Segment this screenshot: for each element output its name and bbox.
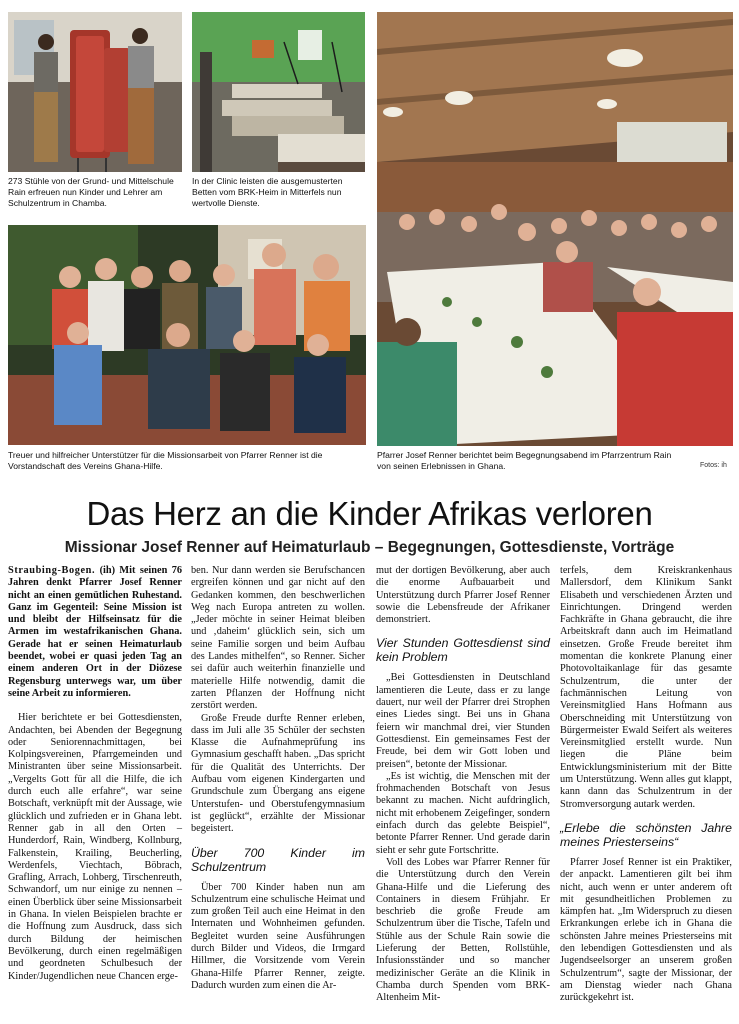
article-subheadline: Missionar Josef Renner auf Heimaturlaub – Begegnungen, Gottesdienste, Vorträge: [64, 539, 675, 556]
photo-chairs: [8, 12, 182, 172]
dateline: Straubing-Bogen.: [8, 565, 96, 576]
article-headline: Das Herz an die Kinder Afrikas verloren: [86, 495, 653, 532]
photo-credit: Fotos: ih: [700, 462, 727, 469]
paragraph: Über 700 Kinder haben nun am Schulzentrum eine schulische Heimat und zum großen Teil auch eine Heimat in den Internaten und Wohnheimen gefunden. Begleitet wurden seine Ausführungen durch Bilder und Videos, die Irmgard Hillmer, die Vorsitzende vom Verein Ghana-Hilfe Pfarrer Renner, zeigte. Dadurch wurden zum einen die Ar-: [191, 881, 365, 991]
article-column-4: [560, 565, 732, 1005]
subheading: „Erlebe die schönsten Jahre meines Priesterseins“: [560, 820, 732, 849]
subheading: Über 700 Kinder im Schulzentrum: [191, 845, 365, 874]
paragraph: Große Freude durfte Renner erleben, dass im Juli alle 35 Schüler der sechsten Klasse die Aufnahmeprüfung ins Gymnasium geschafft haben. „Das spricht für die Qualität des Unterrichts. Der Aufbau vom eigenen Kindergarten und Grundschule zum Übergang ans eigene Unterstufen- und Oberstufengymnasium ist geglückt“, erzählte der Missionar begeistert.: [191, 712, 365, 835]
paragraph: „Bei Gottesdiensten in Deutschland lamentieren die Leute, dass er zu lange dauert, nur weil der Pfarrer drei Strophen eines Liedes singt. Bei uns in Ghana feiern wir manchmal drei, vier Stunden Gottesdienst. Ein gemeinsames Fest der Freude, bei dem wir Gott loben und preisen“, betonte der Missionar.: [376, 672, 550, 770]
caption-photo-parish-hall-evening: Pfarrer Josef Renner berichtet beim Begegnungsabend im Pfarrzentrum Rain von seinen Erlebnissen in Ghana.: [377, 450, 672, 471]
paragraph: „Es ist wichtig, die Menschen mit der frohmachenden Botschaft von Jesus bekannt zu machen. Nicht aufdringlich, nicht mit erhobenem Zeigefinger, sondern einfach durch das gelebte Beispiel“, betonte Pfarrer Renner. Und gerade darin sieht er sehr gute Fortschritte.: [376, 770, 550, 856]
caption-photo-clinic-beds: In der Clinic leisten die ausgemusterten Betten vom BRK-Heim in Mitterfels nun wertvolle Dienste.: [192, 176, 343, 208]
subheading: Vier Stunden Gottesdienst sind kein Problem: [376, 636, 550, 665]
article-column-3: [376, 565, 550, 1005]
caption-photo-chairs: 273 Stühle von der Grund- und Mittelschule Rain erfreuen nun Kinder und Lehrer am Schulzentrum in Chamba.: [8, 176, 174, 208]
paragraph: ben. Nur dann werden sie Berufschancen ergreifen können und gar nicht auf den Gedanken kommen, den beschwerlichen Weg nach Europa antreten zu wollen. „Jeder möchte in seiner Heimat bleiben und ‚daheim‘ glücklich sein, sich um seine Familie sorgen und beim Aufbau des Landes mithelfen“, so Renner. Sicher sei dafür auch weiterhin finanzielle und materielle Hilfe notwendig, damit die zarten Pflanzen der Hoffnung nicht zerstört werden.: [191, 565, 365, 712]
lead-text: (ih) Mit seinen 76 Jahren denkt Pfarrer Josef Renner nicht an einen gemütlichen Ruhestand. Ganz im Gegenteil: Seine Mission ist und bleibt der Hilfseinsatz für die Armen im westafrikanischen Ghana. Gerade hat er seinen Heimaturlaub beendet, wobei er quasi jeden Tag an einem anderen Ort in der Diözese Regensburg unterwegs war, um über seine Arbeit zu informieren.: [8, 565, 183, 699]
photo-group-board: [8, 225, 366, 445]
paragraph: mut der dortigen Bevölkerung, aber auch die enorme Aufbauarbeit und Unterstützung durch Pfarrer Josef Renner sowie die Lebensfreude der Afrikaner demonstriert.: [376, 565, 550, 626]
photo-parish-hall-evening: [377, 12, 733, 446]
article-column-1: [8, 565, 182, 983]
photo-clinic-beds: [192, 12, 365, 172]
paragraph: Pfarrer Josef Renner ist ein Praktiker, der anpackt. Lamentieren gilt bei ihm nicht, auch wenn er unter anderem oft mit gesundheitlichen Problemen zu kämpfen hat. „Im Widerspruch zu diesen Erkrankungen erlebe ich in Ghana die schönsten Jahre meines Priesterseins mit den lebendigen Gottesdiensten und als Jugendseelsorger an unserem großen Schulzentrum“, sagte der Missionar, der am Dienstag wieder nach Ghana zurückgekehrt ist.: [560, 856, 732, 1004]
paragraph: Voll des Lobes war Pfarrer Renner für die Unterstützung durch den Verein Ghana-Hilfe und die Lieferung des Containers in diesem Frühjahr. Er beschrieb die große Freude am Schulzentrum über die Tische, Tafeln und Stühle aus der Schule Rain sowie die Lieferung der Betten, Rollstühle, Infusionsständer und so mancher medizinischer Geräte an die Klinik in Chamba durch Spenden vom BRK-Altenheim Mit-: [376, 856, 550, 1004]
paragraph: Hier berichtete er bei Gottesdiensten, Andachten, bei Abenden der Begegnung oder Seniorennachmittagen, bei Kolpingsvereinen, Pfarrgemeinden und Ministranten über seine Missionsarbeit. „Vergelts Gott für all die Hilfe, die ich durch euch alle erfahre“, war seine Botschaft, verknüpft mit der Aussage, wie glücklich und zufrieden er in Ghana lebt. Renner gab in all den Orten – Hunderdorf, Rain, Windberg, Kollnburg, Falkenstein, Krailing, Beucherling, Werdenfels, Viechtach, Böbrach, Grafling, Arrach, Lohberg, Tirschenreuth, Schwandorf, um nur einige zu nennen – einen Überblick über seine Missionsarbeit in Ghana. In vielen Beispielen brachte er die Hoffnung zum Ausdruck, dass sich durch Bildung der heimischen Bevölkerung, durch einen regelmäßigen und geordneten Schulbesuch der Kinder/Jugendlichen neue Chancen erge-: [8, 712, 182, 982]
article-column-2: [191, 565, 365, 992]
caption-photo-group-board: Treuer und hilfreicher Unterstützer für die Missionsarbeit von Pfarrer Renner ist die Vorstandschaft des Vereins Ghana-Hilfe.: [8, 450, 323, 471]
article-lead: [8, 565, 182, 700]
paragraph: terfels, dem Kreiskrankenhaus Mallersdorf, dem Klinikum Sankt Elisabeth und verschiedenen Ärzten und Einrichtungen. Dringend werden Fachkräfte in Ghana gebraucht, die ihre Arbeitskraft dann auch im Heimatland einsetzen. Große Freude bereitet ihm momentan die konkrete Planung einer Photovoltaikanlage für das gesamte Schulzentrum, die unter der fachmännischen Leitung von Vereinsmitglied Hans Hofmann aus Oberschneiding mit Unterstützung von Bürgermeister Ewald Seifert als weiteres Vereinsmitglied erstellt wurde. Nun liegen die Pläne beim Entwicklungsministerium mit der Bitte um Unterstützung. Wenn alles gut klappt, kann dann das Schulzentrum in der Stromversorgung autark werden.: [560, 565, 732, 810]
